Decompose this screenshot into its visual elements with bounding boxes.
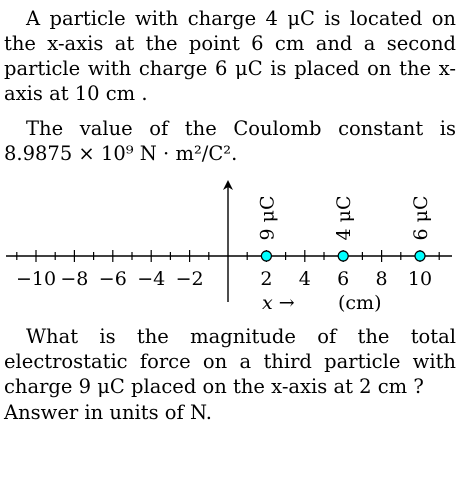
tick-label: −2 [175,268,204,290]
axis-label: x → [262,292,295,314]
tick-label: 6 [337,268,350,290]
charge-label: 6 μC [410,195,432,241]
tick-label: −4 [137,268,166,290]
charge-label: 9 μC [256,195,279,241]
tick-label: 2 [260,268,273,290]
charge-label: 4 μC [333,195,356,241]
charge-marker [261,251,271,261]
tick-label: 10 [407,268,433,290]
tick-label: 4 [298,268,311,290]
charge-marker [338,251,348,261]
tick-label: 8 [375,268,388,290]
answer-prompt: Answer in units of N. [4,401,212,424]
problem-paragraph-1: A particle with charge 4 μC is located on the x-axis at the point 6 cm and a second particle with charge 6 μC is placed on the x-axis at 10 cm . [4,7,456,105]
tick-label: −8 [60,268,89,290]
unit-label: (cm) [338,292,382,314]
tick-label: −10 [15,268,57,290]
question-text: What is the magnitude of the total electrostatic force on a third particle with charge 9 μC placed on the x-axis at 2 cm ? [4,325,456,398]
problem-paragraph-2: The value of the Coulomb constant is 8.9875 × 10⁹ N · m²/C². [4,117,456,165]
tick-label: −6 [98,268,127,290]
charge-marker [415,251,425,261]
number-line-figure [0,170,474,320]
